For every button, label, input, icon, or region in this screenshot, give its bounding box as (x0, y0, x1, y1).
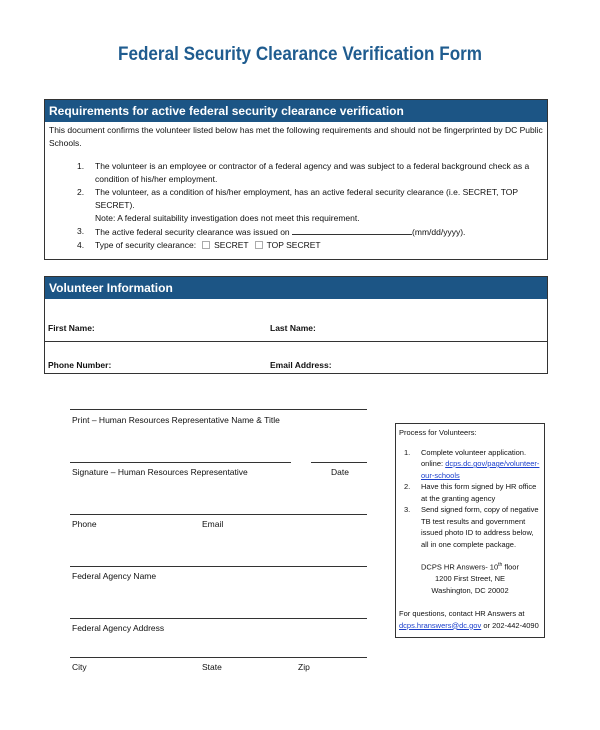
email-label: Email (202, 519, 224, 529)
agency-name-label: Federal Agency Name (72, 571, 157, 581)
requirements-intro: This document confirms the volunteer listed below has met the following requirements and should not be fingerprinted by DC Public Schools. (49, 125, 543, 148)
questions-text (399, 608, 541, 631)
process-title: Process for Volunteers: (399, 428, 477, 437)
state-label: State (202, 662, 222, 672)
requirements-section (44, 99, 548, 260)
signature-label: Signature – Human Resources Representative (72, 467, 248, 477)
address-line: 1200 First Street, NE (434, 574, 506, 583)
hr-email-link[interactable]: dcps.hranswers@dc.gov (399, 620, 482, 630)
email-address-label: Email Address: (270, 360, 332, 370)
requirement-item (77, 225, 543, 239)
item-text: The volunteer is an employee or contractor of a federal agency and was subject to a federal background check as a condition of his/her employment. (95, 161, 530, 184)
date-line[interactable] (311, 462, 367, 463)
step-number: 2. (404, 482, 411, 491)
questions-label: For questions, contact HR Answers at (399, 609, 525, 618)
address-block (399, 560, 541, 596)
first-name-label: First Name: (48, 323, 95, 333)
top-secret-checkbox[interactable] (255, 241, 263, 249)
volunteer-section (44, 276, 548, 374)
item-note: Note: A federal suitability investigation does not meet this requirement. (95, 213, 360, 223)
zip-label: Zip (298, 662, 310, 672)
item-text: The active federal security clearance was issued on (95, 227, 290, 237)
process-step (399, 447, 541, 482)
item-text: The volunteer, as a condition of his/her employment, has an active federal security clearance (i.e. SECRET, TOP SECRET). (95, 187, 518, 210)
step-text: Have this form signed by HR office at the granting agency (421, 482, 537, 503)
print-name-label: Print – Human Resources Representative Name & Title (72, 415, 280, 425)
address-line: floor (502, 562, 519, 572)
secret-label: SECRET (214, 240, 249, 250)
page-title: Federal Security Clearance Verification Form (118, 44, 482, 65)
step-text: Send signed form, copy of negative TB test results and government issued photo ID to address below, all in one complete package. (421, 505, 539, 549)
requirements-header: Requirements for active federal security clearance verification (45, 100, 547, 122)
agency-address-label: Federal Agency Address (72, 623, 165, 633)
phone-number-label: Phone Number: (48, 360, 112, 370)
process-step (399, 481, 541, 504)
requirement-item (77, 186, 543, 225)
item-number: 2. (77, 187, 85, 197)
agency-name-line[interactable] (70, 566, 367, 567)
secret-checkbox[interactable] (202, 241, 210, 249)
agency-address-line[interactable] (70, 618, 367, 619)
city-state-zip-line[interactable] (70, 657, 367, 658)
requirements-list (45, 152, 547, 252)
item-number: 1. (77, 161, 85, 171)
volunteer-link[interactable]: dcps.dc.gov/page/volunteer-our-schools (421, 459, 540, 480)
process-box (395, 423, 545, 638)
step-number: 3. (404, 505, 411, 514)
date-label: Date (331, 467, 349, 477)
volunteer-header: Volunteer Information (45, 277, 547, 299)
item-number: 3. (77, 226, 85, 236)
divider (45, 341, 547, 342)
date-format: (mm/dd/yyyy). (412, 227, 466, 237)
process-step (399, 504, 541, 550)
address-line: Washington, DC 20002 (431, 585, 509, 595)
superscript: th (498, 562, 503, 568)
print-name-line[interactable] (70, 409, 367, 410)
signature-line[interactable] (70, 462, 291, 463)
requirement-item (77, 160, 543, 186)
step-text: Complete volunteer application. online: (421, 447, 527, 468)
top-secret-label: TOP SECRET (266, 240, 321, 250)
item-number: 4. (77, 240, 85, 250)
step-number: 1. (404, 447, 411, 457)
hr-phone: or 202-442-4090 (481, 620, 539, 630)
city-label: City (72, 662, 87, 672)
phone-label: Phone (72, 519, 97, 529)
phone-email-line[interactable] (70, 514, 367, 515)
last-name-label: Last Name: (270, 323, 316, 333)
address-line: DCPS HR Answers- 10 (421, 562, 499, 572)
issue-date-field[interactable] (292, 225, 412, 235)
item-text: Type of security clearance: (95, 240, 197, 250)
requirement-item (77, 239, 543, 252)
